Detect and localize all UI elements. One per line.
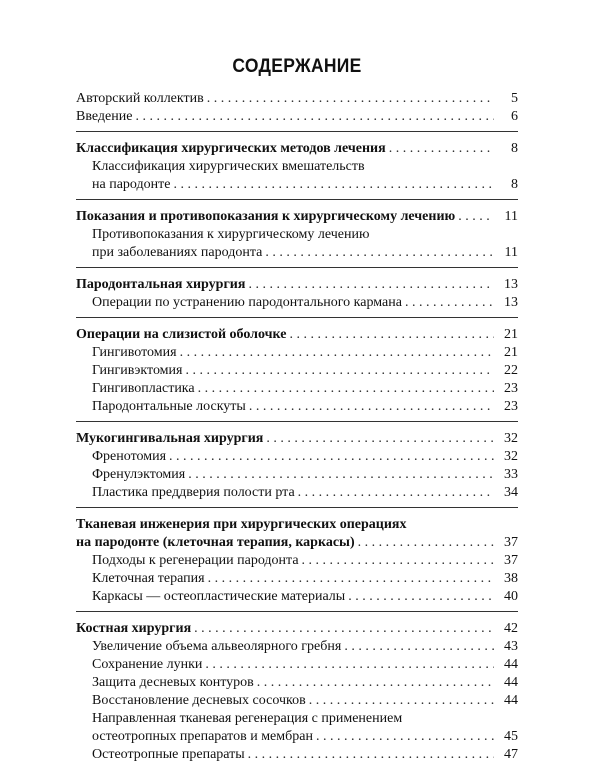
section-divider bbox=[76, 421, 518, 422]
section-divider bbox=[76, 507, 518, 508]
toc-page-number: 11 bbox=[504, 245, 518, 260]
toc-page-number: 37 bbox=[504, 553, 518, 568]
toc-page-number: 5 bbox=[511, 91, 518, 106]
dot-leader bbox=[348, 588, 494, 606]
toc-entry-label-line1[interactable]: Противопоказания к хирургическому лечению bbox=[92, 227, 370, 242]
dot-leader bbox=[173, 176, 494, 194]
toc-entry-label: Увеличение объема альвеолярного гребня bbox=[92, 639, 342, 654]
toc-entry-label: Френулэктомия bbox=[92, 467, 186, 482]
toc-section-label: Костная хирургия bbox=[76, 621, 192, 636]
toc-page-number: 38 bbox=[504, 571, 518, 586]
toc-page-number: 8 bbox=[511, 141, 518, 156]
toc-page-number: 13 bbox=[504, 295, 518, 310]
dot-leader bbox=[265, 244, 494, 262]
dot-leader bbox=[248, 746, 494, 764]
toc-section-parodontal-surgery[interactable] bbox=[76, 276, 518, 294]
section-divider bbox=[76, 199, 518, 200]
toc-entry-socket-preservation[interactable] bbox=[76, 656, 518, 674]
toc-section-label: Мукогингивальная хирургия bbox=[76, 431, 264, 446]
dot-leader bbox=[458, 208, 494, 226]
toc-entry-label: Остеотропные препараты bbox=[92, 747, 245, 762]
toc-entry-label: Сохранение лунки bbox=[92, 657, 203, 672]
toc-entry-label: при заболеваниях пародонта bbox=[92, 245, 263, 260]
toc-entry-label: Гингивотомия bbox=[92, 345, 177, 360]
toc-entry-flaps[interactable] bbox=[76, 398, 518, 416]
toc-page-number: 44 bbox=[504, 675, 518, 690]
toc-entry-label-line1[interactable]: Классификация хирургических вмешательств bbox=[92, 159, 365, 174]
toc-page-number: 23 bbox=[504, 381, 518, 396]
toc-page-number: 47 bbox=[504, 747, 518, 762]
toc-page-number: 42 bbox=[504, 621, 518, 636]
dot-leader bbox=[257, 674, 494, 692]
toc-entry-label: Защита десневых контуров bbox=[92, 675, 254, 690]
dot-leader bbox=[405, 294, 494, 312]
toc-entry-cell-therapy[interactable] bbox=[76, 570, 518, 588]
toc-entry-label: Френотомия bbox=[92, 449, 167, 464]
toc-page-number: 33 bbox=[504, 467, 518, 482]
toc-section-tissue-engineering[interactable] bbox=[76, 534, 518, 552]
toc-entry-frenulectomy[interactable] bbox=[76, 466, 518, 484]
toc-page-number: 32 bbox=[504, 449, 518, 464]
dot-leader bbox=[302, 552, 494, 570]
toc-page-number: 23 bbox=[504, 399, 518, 414]
toc-section-mucogingival[interactable] bbox=[76, 430, 518, 448]
dot-leader bbox=[316, 728, 494, 746]
toc-entry-label: Гингивэктомия bbox=[92, 363, 183, 378]
toc-entry-label: Операции по устранению пародонтального кармана bbox=[92, 295, 402, 310]
toc-entry-contraindications[interactable] bbox=[76, 244, 518, 262]
dot-leader bbox=[207, 90, 494, 108]
toc-entry-gingivectomy[interactable] bbox=[76, 362, 518, 380]
toc-section-label: Показания и противопоказания к хирургическому лечению bbox=[76, 209, 456, 224]
toc-entry-gingivoplasty[interactable] bbox=[76, 380, 518, 398]
toc-section-label: на пародонте (клеточная терапия, каркасы) bbox=[76, 535, 355, 550]
dot-leader bbox=[169, 448, 494, 466]
toc-entry-parodontal-pocket[interactable] bbox=[76, 294, 518, 312]
dot-leader bbox=[249, 398, 494, 416]
toc-page-number: 40 bbox=[504, 589, 518, 604]
toc-page-number: 32 bbox=[504, 431, 518, 446]
dot-leader bbox=[344, 638, 494, 656]
dot-leader bbox=[185, 362, 494, 380]
section-divider bbox=[76, 611, 518, 612]
toc-entry-classification-interventions[interactable] bbox=[76, 176, 518, 194]
toc-entry-papilla-restoration[interactable] bbox=[76, 692, 518, 710]
toc-entry-label: Восстановление десневых сосочков bbox=[92, 693, 306, 708]
toc-section-label: Классификация хирургических методов лечения bbox=[76, 141, 386, 156]
dot-leader bbox=[298, 484, 494, 502]
dot-leader bbox=[358, 534, 494, 552]
dot-leader bbox=[289, 326, 494, 344]
toc-entry-vestibuloplasty[interactable] bbox=[76, 484, 518, 502]
toc-entry-label: Каркасы — остеопластические материалы bbox=[92, 589, 346, 604]
toc-entry-label: Введение bbox=[76, 109, 133, 124]
toc-section-label: Операции на слизистой оболочке bbox=[76, 327, 287, 342]
dot-leader bbox=[180, 344, 494, 362]
toc-entry-ridge-augmentation[interactable] bbox=[76, 638, 518, 656]
dot-leader bbox=[135, 108, 494, 126]
dot-leader bbox=[194, 620, 494, 638]
toc-page-number: 45 bbox=[504, 729, 518, 744]
dot-leader bbox=[389, 140, 494, 158]
toc-page-number: 8 bbox=[511, 177, 518, 192]
section-divider bbox=[76, 267, 518, 268]
toc-entry-label-line1[interactable]: Направленная тканевая регенерация с применением bbox=[92, 711, 403, 726]
dot-leader bbox=[188, 466, 494, 484]
toc-section-indications[interactable] bbox=[76, 208, 518, 226]
dot-leader bbox=[248, 276, 494, 294]
page-title: СОДЕРЖАНИЕ bbox=[232, 56, 362, 77]
toc-page-number: 44 bbox=[504, 657, 518, 672]
toc-page-number: 6 bbox=[511, 109, 518, 124]
toc-entry-label: Пластика преддверия полости рта bbox=[92, 485, 295, 500]
toc-page-number: 13 bbox=[504, 277, 518, 292]
section-divider bbox=[76, 131, 518, 132]
dot-leader bbox=[309, 692, 494, 710]
toc-section-classification[interactable] bbox=[76, 140, 518, 158]
toc-entry-intro[interactable] bbox=[76, 108, 518, 126]
toc-section-label: Пародонтальная хирургия bbox=[76, 277, 246, 292]
dot-leader bbox=[208, 570, 494, 588]
toc-page-number: 44 bbox=[504, 693, 518, 708]
toc-section-mucosa-operations[interactable] bbox=[76, 326, 518, 344]
section-divider bbox=[76, 317, 518, 318]
toc-entry-frenotomy[interactable] bbox=[76, 448, 518, 466]
toc-entry-author-collective[interactable] bbox=[76, 90, 518, 108]
toc-page-number: 11 bbox=[504, 209, 518, 224]
toc-page-number: 37 bbox=[504, 535, 518, 550]
toc-entry-regeneration[interactable] bbox=[76, 552, 518, 570]
dot-leader bbox=[198, 380, 494, 398]
toc-entry-label: остеотропных препаратов и мембран bbox=[92, 729, 313, 744]
toc-page-number: 21 bbox=[504, 345, 518, 360]
toc-section-bone-surgery[interactable] bbox=[76, 620, 518, 638]
toc-entry-osteotropic[interactable] bbox=[76, 746, 518, 764]
toc-page-number: 43 bbox=[504, 639, 518, 654]
toc-entry-label: Гингивопластика bbox=[92, 381, 195, 396]
toc-page-number: 34 bbox=[504, 485, 518, 500]
toc-entry-label: на пародонте bbox=[92, 177, 171, 192]
toc-entry-scaffolds[interactable] bbox=[76, 588, 518, 606]
toc-entry-label: Авторский коллектив bbox=[76, 91, 204, 106]
toc-entry-gingival-contours[interactable] bbox=[76, 674, 518, 692]
table-of-contents bbox=[76, 90, 518, 764]
dot-leader bbox=[266, 430, 494, 448]
dot-leader bbox=[205, 656, 494, 674]
toc-entry-label: Пародонтальные лоскуты bbox=[92, 399, 246, 414]
toc-entry-gingivotomy[interactable] bbox=[76, 344, 518, 362]
toc-section-label-line1[interactable]: Тканевая инженерия при хирургических операциях bbox=[76, 517, 407, 532]
toc-page-number: 22 bbox=[504, 363, 518, 378]
toc-entry-guided-regeneration[interactable] bbox=[76, 728, 518, 746]
toc-entry-label: Клеточная терапия bbox=[92, 571, 205, 586]
toc-page-number: 21 bbox=[504, 327, 518, 342]
toc-entry-label: Подходы к регенерации пародонта bbox=[92, 553, 299, 568]
